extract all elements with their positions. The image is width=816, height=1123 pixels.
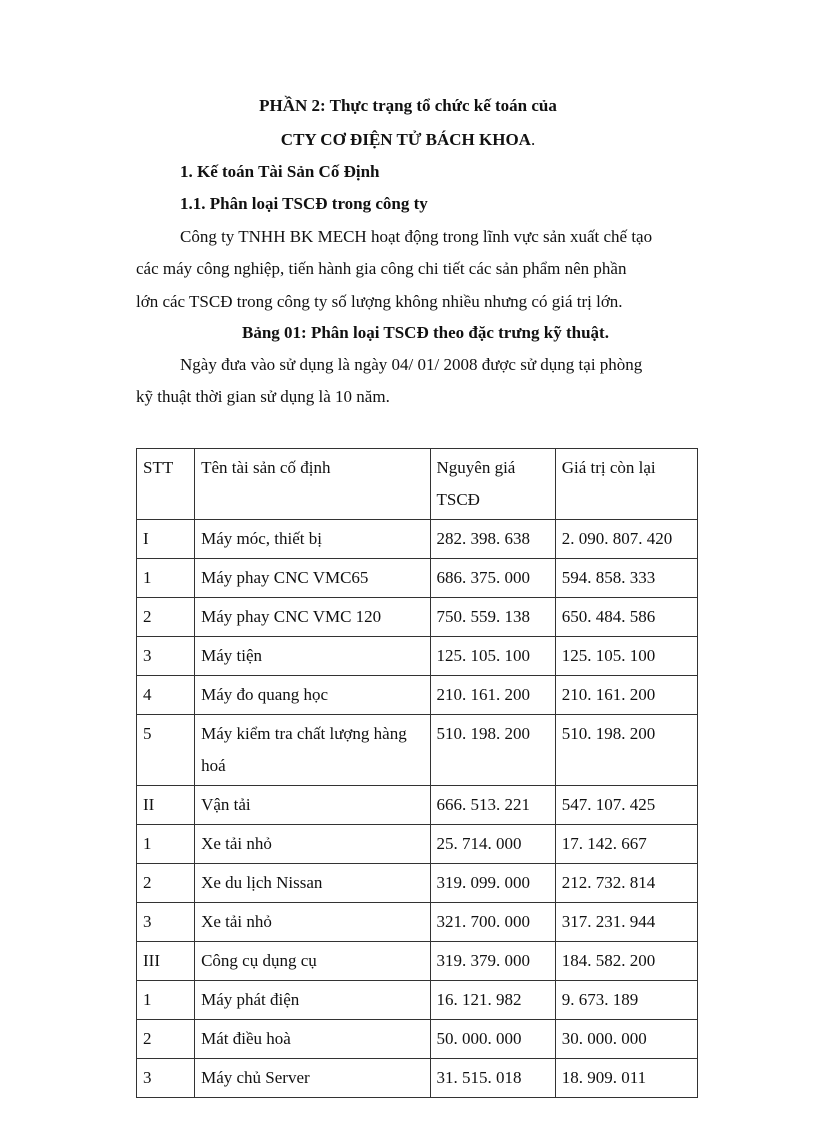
cell-residual-value: 30. 000. 000 <box>555 1020 697 1059</box>
cell-stt: 1 <box>137 559 195 598</box>
cell-stt: 2 <box>137 864 195 903</box>
cell-stt: I <box>137 520 195 559</box>
cell-asset-name: Máy tiện <box>195 637 430 676</box>
cell-original-cost: 210. 161. 200 <box>430 676 555 715</box>
cell-original-cost: 750. 559. 138 <box>430 598 555 637</box>
cell-original-cost: 50. 000. 000 <box>430 1020 555 1059</box>
cell-stt: III <box>137 942 195 981</box>
company-name-suffix: . <box>530 130 536 149</box>
header-original-cost: Nguyên giá TSCĐ <box>430 449 555 520</box>
cell-residual-value: 650. 484. 586 <box>555 598 697 637</box>
cell-asset-name: Xe tải nhỏ <box>195 825 430 864</box>
company-name: CTY CƠ ĐIỆN TỬ BÁCH KHOA <box>280 130 531 149</box>
cell-asset-name: Máy móc, thiết bị <box>195 520 430 559</box>
cell-original-cost: 282. 398. 638 <box>430 520 555 559</box>
cell-residual-value: 2. 090. 807. 420 <box>555 520 697 559</box>
paragraph-2-line: kỹ thuật thời gian sử dụng là 10 năm. <box>136 387 390 406</box>
cell-original-cost: 319. 379. 000 <box>430 942 555 981</box>
cell-stt: 2 <box>137 1020 195 1059</box>
cell-original-cost: 319. 099. 000 <box>430 864 555 903</box>
table-header-row <box>137 449 698 520</box>
cell-original-cost: 686. 375. 000 <box>430 559 555 598</box>
cell-original-cost: 321. 700. 000 <box>430 903 555 942</box>
cell-stt: 1 <box>137 981 195 1020</box>
part-title: PHẦN 2: Thực trạng tổ chức kế toán của <box>259 96 557 115</box>
cell-residual-value: 184. 582. 200 <box>555 942 697 981</box>
table-row <box>137 786 698 825</box>
table-row <box>137 559 698 598</box>
cell-original-cost: 125. 105. 100 <box>430 637 555 676</box>
asset-table <box>136 448 698 1098</box>
header-stt: STT <box>137 449 195 520</box>
cell-residual-value: 18. 909. 011 <box>555 1059 697 1098</box>
cell-stt: II <box>137 786 195 825</box>
cell-asset-name: Công cụ dụng cụ <box>195 942 430 981</box>
table-caption: Bảng 01: Phân loại TSCĐ theo đặc trưng kỹ thuật. <box>242 323 609 342</box>
cell-original-cost: 510. 198. 200 <box>430 715 555 786</box>
table-row <box>137 903 698 942</box>
table-row <box>137 676 698 715</box>
cell-stt: 1 <box>137 825 195 864</box>
cell-residual-value: 547. 107. 425 <box>555 786 697 825</box>
cell-stt: 3 <box>137 1059 195 1098</box>
cell-stt: 3 <box>137 637 195 676</box>
cell-original-cost: 16. 121. 982 <box>430 981 555 1020</box>
paragraph-2-line: Ngày đưa vào sử dụng là ngày 04/ 01/ 2008 được sử dụng tại phòng <box>180 355 643 374</box>
header-asset-name: Tên tài sản cố định <box>195 449 430 520</box>
cell-residual-value: 317. 231. 944 <box>555 903 697 942</box>
cell-asset-name: Máy đo quang học <box>195 676 430 715</box>
cell-asset-name: Vận tải <box>195 786 430 825</box>
cell-residual-value: 212. 732. 814 <box>555 864 697 903</box>
cell-residual-value: 125. 105. 100 <box>555 637 697 676</box>
cell-residual-value: 510. 198. 200 <box>555 715 697 786</box>
table-row <box>137 1020 698 1059</box>
cell-asset-name: Xe du lịch Nissan <box>195 864 430 903</box>
cell-stt: 4 <box>137 676 195 715</box>
section-heading-1-1: 1.1. Phân loại TSCĐ trong công ty <box>180 194 428 213</box>
paragraph-1-line: các máy công nghiệp, tiến hành gia công chi tiết các sản phẩm nên phần <box>136 259 627 278</box>
cell-original-cost: 31. 515. 018 <box>430 1059 555 1098</box>
cell-residual-value: 594. 858. 333 <box>555 559 697 598</box>
cell-asset-name: Xe tải nhỏ <box>195 903 430 942</box>
cell-residual-value: 9. 673. 189 <box>555 981 697 1020</box>
cell-asset-name: Máy phát điện <box>195 981 430 1020</box>
cell-stt: 3 <box>137 903 195 942</box>
table-row <box>137 598 698 637</box>
table-row <box>137 637 698 676</box>
table-row <box>137 942 698 981</box>
cell-residual-value: 210. 161. 200 <box>555 676 697 715</box>
cell-asset-name: Máy phay CNC VMC 120 <box>195 598 430 637</box>
section-heading-1: 1. Kế toán Tài Sản Cố Định <box>180 162 380 181</box>
table-row <box>137 715 698 786</box>
cell-asset-name: Máy chủ Server <box>195 1059 430 1098</box>
cell-stt: 2 <box>137 598 195 637</box>
cell-stt: 5 <box>137 715 195 786</box>
table-row <box>137 1059 698 1098</box>
table-row <box>137 825 698 864</box>
paragraph-1-line: Công ty TNHH BK MECH hoạt động trong lĩnh vực sản xuất chế tạo <box>180 227 653 246</box>
table-row <box>137 981 698 1020</box>
table-row <box>137 520 698 559</box>
cell-asset-name: Máy phay CNC VMC65 <box>195 559 430 598</box>
company-name-line <box>0 130 816 150</box>
cell-residual-value: 17. 142. 667 <box>555 825 697 864</box>
paragraph-1-line: lớn các TSCĐ trong công ty số lượng không nhiều nhưng có giá trị lớn. <box>136 292 623 311</box>
cell-asset-name: Máy kiểm tra chất lượng hàng hoá <box>195 715 430 786</box>
cell-asset-name: Mát điều hoà <box>195 1020 430 1059</box>
header-residual-value: Giá trị còn lại <box>555 449 697 520</box>
cell-original-cost: 666. 513. 221 <box>430 786 555 825</box>
table-row <box>137 864 698 903</box>
cell-original-cost: 25. 714. 000 <box>430 825 555 864</box>
